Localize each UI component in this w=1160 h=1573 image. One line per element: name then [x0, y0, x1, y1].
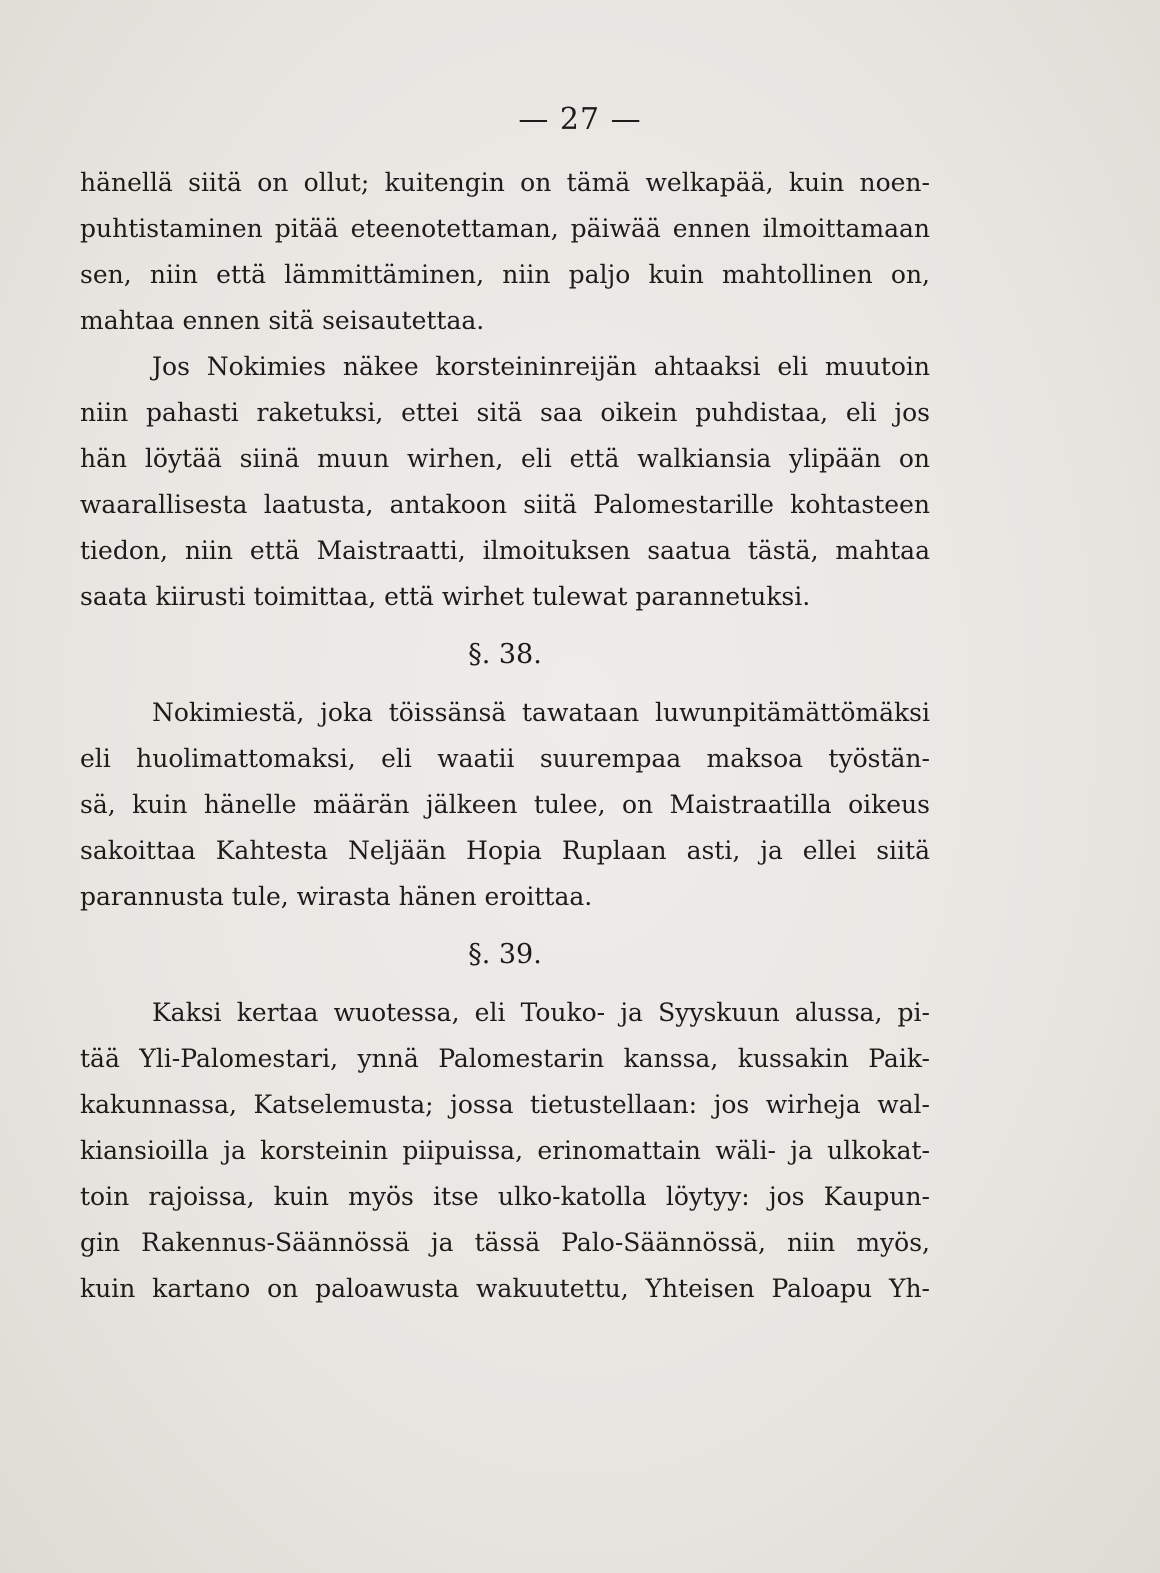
- section-39-body: [80, 990, 930, 1312]
- paragraph-1: [80, 160, 930, 344]
- paragraph-2: [80, 344, 930, 620]
- text-line: Kaksi kertaa wuotessa, eli Touko- ja Syyskuun alussa, pi-: [152, 998, 930, 1027]
- text-line: kuin kartano on paloawusta wakuutettu, Yhteisen Paloapu Yh-: [80, 1274, 930, 1303]
- text-line: sakoittaa Kahtesta Neljään Hopia Ruplaan asti, ja ellei siitä: [80, 836, 930, 865]
- text-line: hänellä siitä on ollut; kuitengin on tämä welkapää, kuin noen-: [80, 168, 930, 197]
- text-line: Jos Nokimies näkee korsteininreijän ahtaaksi eli muutoin: [152, 352, 930, 381]
- text-line: kiansioilla ja korsteinin piipuissa, erinomattain wäli- ja ulkokat-: [80, 1136, 930, 1165]
- text-line: tää Yli-Palomestari, ynnä Palomestarin kanssa, kussakin Paik-: [80, 1044, 930, 1073]
- section-38-heading: §. 38.: [468, 639, 542, 670]
- text-line: kakunnassa, Katselemusta; jossa tietustellaan: jos wirheja wal-: [80, 1090, 930, 1119]
- text-line: mahtaa ennen sitä seisautettaa.: [80, 306, 485, 335]
- text-line: tiedon, niin että Maistraatti, ilmoituksen saatua tästä, mahtaa: [80, 536, 930, 565]
- text-line: gin Rakennus-Säännössä ja tässä Palo-Säännössä, niin myös,: [80, 1228, 930, 1257]
- text-line: puhtistaminen pitää eteenotettaman, päiwää ennen ilmoittamaan: [80, 214, 930, 243]
- section-39-heading: §. 39.: [468, 939, 542, 970]
- text-line: toin rajoissa, kuin myös itse ulko-katolla löytyy: jos Kaupun-: [80, 1182, 930, 1211]
- text-line: hän löytää siinä muun wirhen, eli että walkiansia ylipään on: [80, 444, 930, 473]
- text-line: parannusta tule, wirasta hänen eroittaa.: [80, 882, 593, 911]
- text-line: niin pahasti raketuksi, ettei sitä saa oikein puhdistaa, eli jos: [80, 398, 930, 427]
- page-number: — 27 —: [518, 102, 642, 137]
- text-block: [80, 160, 930, 1312]
- text-line: sen, niin että lämmittäminen, niin paljo kuin mahtollinen on,: [80, 260, 930, 289]
- text-line: waarallisesta laatusta, antakoon siitä Palomestarille kohtasteen: [80, 490, 930, 519]
- text-line: sä, kuin hänelle määrän jälkeen tulee, on Maistraatilla oikeus: [80, 790, 930, 819]
- section-38-body: [80, 690, 930, 920]
- text-line: saata kiirusti toimittaa, että wirhet tulewat parannetuksi.: [80, 582, 811, 611]
- text-line: eli huolimattomaksi, eli waatii suurempaa maksoa työstän-: [80, 744, 930, 773]
- text-line: Nokimiestä, joka töissänsä tawataan luwunpitämättömäksi: [152, 698, 930, 727]
